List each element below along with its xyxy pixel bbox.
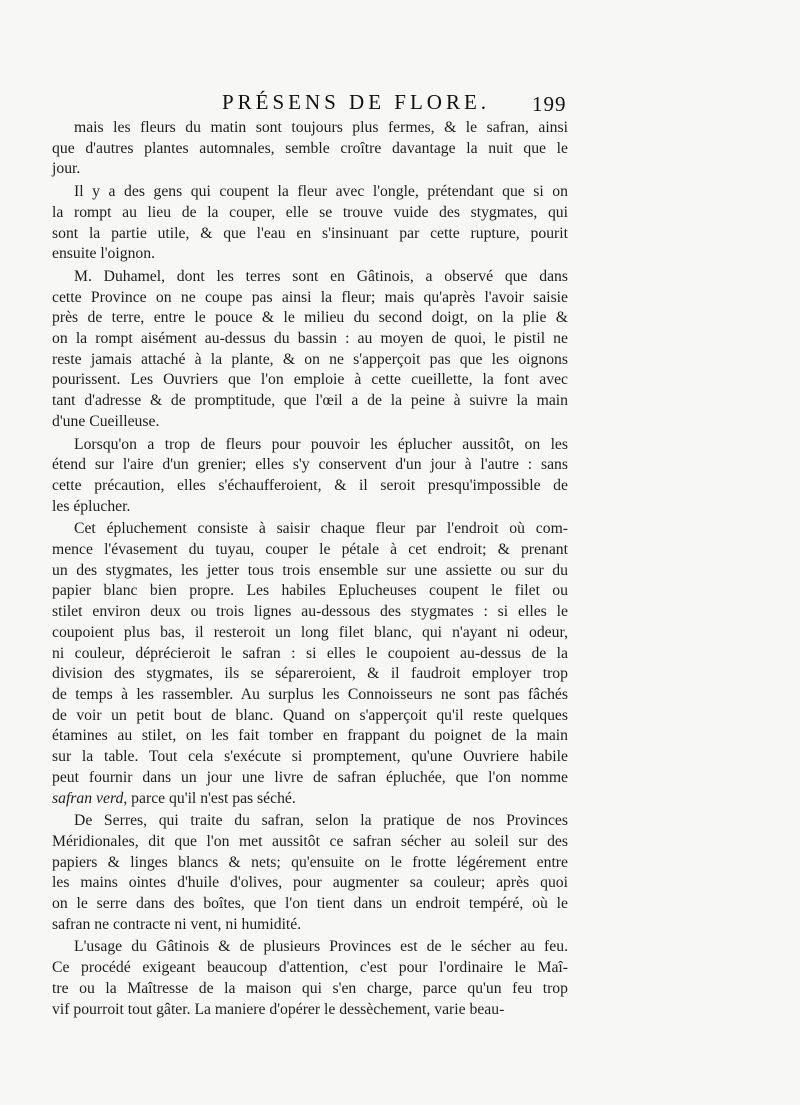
- text-line: que d'autres plantes automnales, semble croître davantage la nuit que le: [52, 139, 568, 157]
- text-line: étend sur l'aire d'un grenier; elles s'y conservent d'un jour à l'autre : sans: [52, 456, 568, 474]
- text-line: cette Province on ne coupe pas ainsi la fleur; mais qu'après l'avoir saisie: [52, 288, 568, 306]
- text-line: ensuite l'oignon.: [52, 245, 156, 263]
- text-line: étamines au stilet, on les fait tomber en frappant du poignet de la main: [52, 727, 568, 745]
- text-line: Il y a des gens qui coupent la fleur avec l'ongle, prétendant que si on: [74, 183, 568, 201]
- paragraph: [52, 519, 568, 809]
- paragraph: [52, 435, 568, 518]
- text-line: sont la partie utile, & que l'eau en s'insinuant par cette rupture, pourit: [52, 224, 568, 242]
- text-line: un des stygmates, les jetter tous trois ensemble sur une assiette ou sur du: [52, 561, 568, 579]
- text-line: safran ne contracte ni vent, ni humidité.: [52, 915, 302, 933]
- text-line: pourissent. Les Ouvriers que l'on emploie à cette cueillette, la font avec: [52, 371, 568, 389]
- text-line: Méridionales, dit que l'on met aussitôt ce safran sécher au soleil sur des: [52, 832, 568, 850]
- text-line: les éplucher.: [52, 497, 131, 515]
- paragraph: [52, 937, 568, 1020]
- text-line: L'usage du Gâtinois & de plusieurs Provinces est de le sécher au feu.: [74, 938, 568, 956]
- text-line: sur la table. Tout cela s'exécute si promptement, qu'une Ouvriere habile: [52, 748, 568, 766]
- text-line: on la rompt aisément au-dessus du bassin : au moyen de quoi, le pistil ne: [52, 330, 568, 348]
- text-line: tant d'adresse & de promptitude, que l'œil a de la peine à suivre la main: [52, 392, 568, 410]
- page-number: 199: [532, 92, 567, 116]
- text-line: mais les fleurs du matin sont toujours plus fermes, & le safran, ainsi: [74, 119, 568, 136]
- text-line: stilet environ deux ou trois lignes au-dessous des stygmates : si elles le: [52, 603, 568, 621]
- running-title: PRÉSENS DE FLORE.: [221, 90, 491, 114]
- paragraph: [52, 811, 568, 935]
- text-line: coupoient plus bas, il resteroit un long filet blanc, qui n'ayant ni odeur,: [52, 623, 568, 641]
- text-line: De Serres, qui traite du safran, selon la pratique de nos Provinces: [74, 812, 568, 830]
- text-line: jour.: [52, 160, 81, 178]
- text-line: de temps à les rassembler. Au surplus les Connoisseurs ne sont pas fâchés: [52, 685, 568, 703]
- text-line: Cet épluchement consiste à saisir chaque fleur par l'endroit où com-: [74, 520, 568, 538]
- text-line: division des stygmates, ils se sépareroient, & il faudroit employer trop: [52, 665, 568, 683]
- body-text: [52, 118, 568, 1022]
- text-line: M. Duhamel, dont les terres sont en Gâtinois, a observé que dans: [74, 267, 568, 285]
- text-line: les mains ointes d'huile d'olives, pour augmenter sa couleur; après quoi: [52, 874, 568, 892]
- text-line: près de terre, entre le pouce & le milieu du second doigt, on la plie &: [52, 309, 568, 327]
- text-line: papiers & linges blancs & nets; qu'ensuite on le frotte légérement entre: [52, 853, 568, 871]
- text-line: de voir un petit bout de blanc. Quand on s'apperçoit qu'il reste quelques: [52, 706, 568, 724]
- text-line: d'une Cueilleuse.: [52, 412, 160, 430]
- text-line: reste jamais attaché à la plante, & on ne s'apperçoit pas que les oignons: [52, 350, 568, 368]
- text-line: papier blanc bien propre. Les habiles Eplucheuses coupent le filet ou: [52, 582, 568, 600]
- text-line: safran verd, parce qu'il n'est pas séché.: [52, 789, 296, 807]
- paragraph: [52, 182, 568, 265]
- text-line: vif pourroit tout gâter. La maniere d'opérer le dessèchement, varie beau-: [52, 1000, 505, 1018]
- paragraph: [52, 267, 568, 433]
- paragraph: [52, 118, 568, 180]
- text-line: on le serre dans des boîtes, que l'on tient dans un endroit tempéré, où le: [52, 895, 568, 913]
- text-line: Ce procédé exigeant beaucoup d'attention, c'est pour l'ordinaire le Maî-: [52, 959, 568, 977]
- text-line: tre ou la Maîtresse de la maison qui s'en charge, parce qu'un feu trop: [52, 979, 568, 997]
- text-line: ni couleur, déprécieroit le safran : si elles le coupoient au-dessus de la: [52, 644, 568, 662]
- text-line: peut fournir dans un jour une livre de safran épluchée, que l'on nomme: [52, 768, 568, 786]
- text-line: la rompt au lieu de la couper, elle se trouve vuide des stygmates, qui: [52, 203, 568, 221]
- text-line: mence l'évasement du tuyau, couper le pétale à cet endroit; & prenant: [52, 541, 568, 559]
- text-line: cette précaution, elles s'échaufferoient, & il seroit presqu'impossible de: [52, 476, 568, 494]
- text-line: Lorsqu'on a trop de fleurs pour pouvoir les éplucher aussitôt, on les: [74, 435, 568, 453]
- italic-term: safran verd: [52, 789, 124, 807]
